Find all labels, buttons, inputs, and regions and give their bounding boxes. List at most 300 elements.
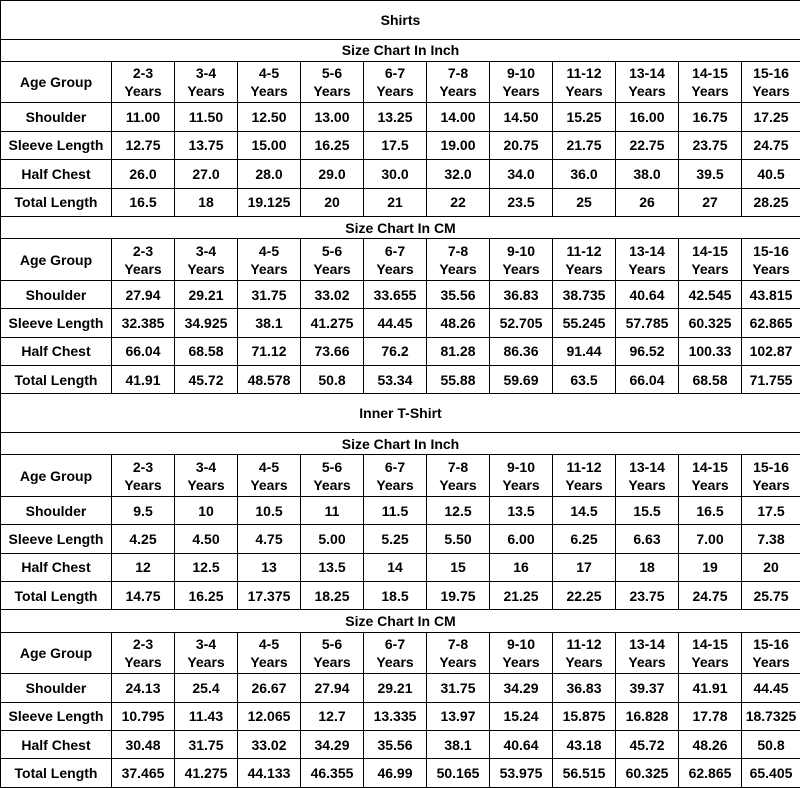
age-group-cell (616, 632, 679, 674)
age-unit: Years (313, 653, 351, 670)
measurement-value: 26 (616, 188, 679, 216)
measurement-value: 76.2 (364, 337, 427, 365)
age-group-cell (427, 239, 490, 281)
measurement-label: Sleeve Length (1, 525, 112, 553)
age-range: 9-10 (506, 65, 536, 82)
measurement-value: 48.26 (679, 731, 742, 759)
measurement-value: 15.00 (238, 131, 301, 159)
age-range: 7-8 (447, 458, 469, 475)
measurement-value: 19 (679, 553, 742, 581)
measurement-value: 73.66 (301, 337, 364, 365)
measurement-value: 45.72 (175, 366, 238, 394)
age-group-row (1, 632, 800, 674)
age-range: 13-14 (629, 65, 665, 82)
measurement-value: 11.50 (175, 103, 238, 131)
measurement-value: 12 (112, 553, 175, 581)
measurement-value: 27 (679, 188, 742, 216)
measurement-value: 7.38 (742, 525, 800, 553)
measurement-value: 5.00 (301, 525, 364, 553)
measurement-value: 55.245 (553, 309, 616, 337)
age-group-cell (490, 239, 553, 281)
age-unit: Years (691, 83, 729, 100)
age-group-cell (238, 632, 301, 674)
age-unit: Years (752, 83, 790, 100)
measurement-label: Half Chest (1, 337, 112, 365)
measurement-value: 40.5 (742, 160, 800, 188)
measurement-value: 48.26 (427, 309, 490, 337)
measurement-value: 71.12 (238, 337, 301, 365)
size-chart-body (1, 1, 800, 788)
age-group-cell (679, 632, 742, 674)
measurement-row (1, 525, 800, 553)
measurement-value: 16.5 (112, 188, 175, 216)
age-range: 9-10 (506, 458, 536, 475)
measurement-value: 46.355 (301, 759, 364, 788)
measurement-value: 39.37 (616, 674, 679, 702)
measurement-row (1, 280, 800, 308)
measurement-value: 22 (427, 188, 490, 216)
measurement-value: 14 (364, 553, 427, 581)
age-range: 5-6 (321, 458, 343, 475)
age-range: 11-12 (566, 458, 602, 475)
measurement-value: 34.0 (490, 160, 553, 188)
measurement-value: 44.45 (364, 309, 427, 337)
measurement-value: 34.29 (490, 674, 553, 702)
age-group-cell (427, 455, 490, 497)
age-group-cell (490, 455, 553, 497)
measurement-value: 15.24 (490, 702, 553, 730)
age-group-cell (490, 61, 553, 103)
measurement-row (1, 702, 800, 730)
age-unit: Years (752, 476, 790, 493)
age-unit: Years (439, 653, 477, 670)
measurement-value: 23.5 (490, 188, 553, 216)
age-range: 4-5 (258, 635, 280, 652)
age-range: 4-5 (258, 65, 280, 82)
age-group-cell (301, 61, 364, 103)
age-range: 7-8 (447, 65, 469, 82)
measurement-value: 11.5 (364, 496, 427, 524)
measurement-value: 4.50 (175, 525, 238, 553)
age-unit: Years (313, 260, 351, 277)
age-group-cell (553, 61, 616, 103)
measurement-value: 60.325 (679, 309, 742, 337)
age-unit: Years (691, 476, 729, 493)
age-unit: Years (565, 83, 603, 100)
measurement-value: 13.5 (490, 496, 553, 524)
age-group-cell (553, 455, 616, 497)
measurement-value: 13.335 (364, 702, 427, 730)
measurement-value: 19.75 (427, 581, 490, 609)
measurement-label: Shoulder (1, 496, 112, 524)
age-group-cell (616, 455, 679, 497)
age-group-cell (364, 61, 427, 103)
age-group-cell (742, 632, 800, 674)
measurement-value: 43.815 (742, 280, 800, 308)
measurement-label: Total Length (1, 581, 112, 609)
measurement-value: 66.04 (112, 337, 175, 365)
section-title-row (1, 39, 800, 61)
measurement-value: 19.125 (238, 188, 301, 216)
age-group-label: Age Group (1, 239, 112, 281)
measurement-value: 15.5 (616, 496, 679, 524)
measurement-value: 23.75 (679, 131, 742, 159)
age-unit: Years (187, 476, 225, 493)
measurement-row (1, 309, 800, 337)
measurement-label: Shoulder (1, 280, 112, 308)
measurement-label: Total Length (1, 188, 112, 216)
age-unit: Years (376, 83, 414, 100)
measurement-value: 45.72 (616, 731, 679, 759)
age-group-cell (742, 455, 800, 497)
measurement-value: 36.83 (553, 674, 616, 702)
measurement-label: Half Chest (1, 553, 112, 581)
age-range: 6-7 (384, 458, 406, 475)
measurement-label: Sleeve Length (1, 309, 112, 337)
measurement-value: 35.56 (364, 731, 427, 759)
age-group-cell (301, 632, 364, 674)
age-group-label: Age Group (1, 61, 112, 103)
age-range: 5-6 (321, 65, 343, 82)
measurement-value: 18 (175, 188, 238, 216)
age-group-row (1, 455, 800, 497)
measurement-label: Half Chest (1, 160, 112, 188)
measurement-row (1, 553, 800, 581)
age-range: 4-5 (258, 242, 280, 259)
section-title-row (1, 216, 800, 238)
measurement-value: 41.91 (112, 366, 175, 394)
age-unit: Years (752, 260, 790, 277)
age-range: 6-7 (384, 635, 406, 652)
measurement-value: 31.75 (427, 674, 490, 702)
age-unit: Years (376, 260, 414, 277)
measurement-row (1, 759, 800, 788)
measurement-value: 38.1 (238, 309, 301, 337)
age-unit: Years (628, 260, 666, 277)
age-group-cell (679, 239, 742, 281)
section-title: Size Chart In Inch (1, 432, 800, 454)
measurement-value: 53.34 (364, 366, 427, 394)
age-unit: Years (691, 260, 729, 277)
measurement-value: 102.87 (742, 337, 800, 365)
age-range: 4-5 (258, 458, 280, 475)
measurement-value: 24.13 (112, 674, 175, 702)
age-group-cell (427, 61, 490, 103)
age-unit: Years (250, 260, 288, 277)
measurement-value: 34.925 (175, 309, 238, 337)
measurement-value: 81.28 (427, 337, 490, 365)
table-title-row (1, 394, 800, 433)
age-range: 6-7 (384, 65, 406, 82)
age-group-cell (112, 632, 175, 674)
measurement-value: 6.25 (553, 525, 616, 553)
measurement-value: 100.33 (679, 337, 742, 365)
age-unit: Years (502, 653, 540, 670)
age-group-cell (238, 239, 301, 281)
measurement-value: 44.45 (742, 674, 800, 702)
age-group-cell (742, 61, 800, 103)
age-unit: Years (124, 653, 162, 670)
age-unit: Years (124, 83, 162, 100)
measurement-value: 56.515 (553, 759, 616, 788)
measurement-value: 33.02 (238, 731, 301, 759)
age-range: 13-14 (629, 458, 665, 475)
age-range: 3-4 (195, 242, 217, 259)
age-unit: Years (691, 653, 729, 670)
age-range: 2-3 (132, 242, 154, 259)
measurement-value: 25.75 (742, 581, 800, 609)
age-unit: Years (628, 476, 666, 493)
measurement-value: 33.02 (301, 280, 364, 308)
age-unit: Years (313, 476, 351, 493)
measurement-value: 55.88 (427, 366, 490, 394)
age-range: 11-12 (566, 242, 602, 259)
measurement-value: 21.25 (490, 581, 553, 609)
measurement-value: 11.43 (175, 702, 238, 730)
age-range: 3-4 (195, 458, 217, 475)
measurement-value: 15.25 (553, 103, 616, 131)
measurement-value: 36.0 (553, 160, 616, 188)
measurement-value: 62.865 (742, 309, 800, 337)
age-range: 3-4 (195, 65, 217, 82)
measurement-value: 16.00 (616, 103, 679, 131)
measurement-value: 31.75 (238, 280, 301, 308)
measurement-value: 21.75 (553, 131, 616, 159)
measurement-value: 43.18 (553, 731, 616, 759)
age-unit: Years (565, 476, 603, 493)
measurement-value: 29.21 (175, 280, 238, 308)
age-range: 14-15 (692, 242, 728, 259)
measurement-value: 34.29 (301, 731, 364, 759)
measurement-value: 16.25 (301, 131, 364, 159)
measurement-value: 41.275 (301, 309, 364, 337)
measurement-value: 29.0 (301, 160, 364, 188)
measurement-value: 29.21 (364, 674, 427, 702)
age-unit: Years (439, 476, 477, 493)
age-unit: Years (187, 83, 225, 100)
measurement-label: Total Length (1, 366, 112, 394)
measurement-value: 21 (364, 188, 427, 216)
age-unit: Years (502, 260, 540, 277)
measurement-value: 14.75 (112, 581, 175, 609)
age-unit: Years (376, 476, 414, 493)
measurement-label: Shoulder (1, 674, 112, 702)
section-title: Size Chart In CM (1, 610, 800, 632)
measurement-value: 15.875 (553, 702, 616, 730)
measurement-value: 13.25 (364, 103, 427, 131)
age-range: 9-10 (506, 242, 536, 259)
measurement-value: 28.0 (238, 160, 301, 188)
measurement-value: 26.0 (112, 160, 175, 188)
measurement-value: 16.5 (679, 496, 742, 524)
measurement-row (1, 496, 800, 524)
age-group-cell (175, 61, 238, 103)
measurement-value: 32.0 (427, 160, 490, 188)
measurement-value: 24.75 (742, 131, 800, 159)
age-group-cell (175, 632, 238, 674)
measurement-value: 6.00 (490, 525, 553, 553)
age-group-cell (112, 455, 175, 497)
measurement-value: 26.67 (238, 674, 301, 702)
measurement-value: 48.578 (238, 366, 301, 394)
measurement-value: 18.7325 (742, 702, 800, 730)
measurement-row (1, 674, 800, 702)
age-range: 15-16 (753, 458, 789, 475)
age-unit: Years (752, 653, 790, 670)
measurement-value: 16 (490, 553, 553, 581)
measurement-value: 53.975 (490, 759, 553, 788)
age-range: 7-8 (447, 635, 469, 652)
age-group-cell (742, 239, 800, 281)
age-range: 14-15 (692, 635, 728, 652)
measurement-value: 91.44 (553, 337, 616, 365)
age-group-cell (175, 239, 238, 281)
age-group-cell (490, 632, 553, 674)
measurement-value: 18 (616, 553, 679, 581)
measurement-value: 96.52 (616, 337, 679, 365)
measurement-value: 30.0 (364, 160, 427, 188)
table-title: Shirts (1, 1, 800, 40)
measurement-value: 12.50 (238, 103, 301, 131)
measurement-value: 4.25 (112, 525, 175, 553)
measurement-value: 50.165 (427, 759, 490, 788)
age-range: 9-10 (506, 635, 536, 652)
measurement-row (1, 188, 800, 216)
measurement-value: 10 (175, 496, 238, 524)
measurement-value: 71.755 (742, 366, 800, 394)
table-title-row (1, 1, 800, 40)
measurement-value: 11.00 (112, 103, 175, 131)
age-range: 6-7 (384, 242, 406, 259)
measurement-value: 12.7 (301, 702, 364, 730)
measurement-value: 41.275 (175, 759, 238, 788)
measurement-label: Sleeve Length (1, 702, 112, 730)
age-range: 11-12 (566, 635, 602, 652)
measurement-value: 17.25 (742, 103, 800, 131)
measurement-value: 7.00 (679, 525, 742, 553)
table-title: Inner T-Shirt (1, 394, 800, 433)
age-group-row (1, 239, 800, 281)
measurement-value: 17.5 (742, 496, 800, 524)
age-group-cell (112, 61, 175, 103)
age-group-row (1, 61, 800, 103)
measurement-value: 86.36 (490, 337, 553, 365)
age-unit: Years (250, 83, 288, 100)
age-group-cell (679, 61, 742, 103)
measurement-value: 37.465 (112, 759, 175, 788)
measurement-value: 12.065 (238, 702, 301, 730)
measurement-value: 19.00 (427, 131, 490, 159)
age-unit: Years (313, 83, 351, 100)
age-unit: Years (187, 260, 225, 277)
age-unit: Years (250, 476, 288, 493)
age-range: 15-16 (753, 242, 789, 259)
measurement-value: 63.5 (553, 366, 616, 394)
measurement-value: 14.5 (553, 496, 616, 524)
measurement-value: 31.75 (175, 731, 238, 759)
measurement-value: 17.5 (364, 131, 427, 159)
measurement-value: 10.5 (238, 496, 301, 524)
measurement-value: 50.8 (742, 731, 800, 759)
measurement-value: 59.69 (490, 366, 553, 394)
measurement-value: 39.5 (679, 160, 742, 188)
measurement-value: 12.5 (427, 496, 490, 524)
measurement-value: 20 (301, 188, 364, 216)
age-range: 13-14 (629, 242, 665, 259)
measurement-label: Total Length (1, 759, 112, 788)
age-range: 14-15 (692, 458, 728, 475)
age-group-label: Age Group (1, 632, 112, 674)
age-range: 5-6 (321, 635, 343, 652)
measurement-row (1, 131, 800, 159)
measurement-value: 13 (238, 553, 301, 581)
age-group-cell (364, 455, 427, 497)
measurement-row (1, 366, 800, 394)
measurement-value: 22.75 (616, 131, 679, 159)
measurement-value: 13.5 (301, 553, 364, 581)
measurement-value: 40.64 (616, 280, 679, 308)
measurement-value: 24.75 (679, 581, 742, 609)
measurement-value: 42.545 (679, 280, 742, 308)
age-range: 2-3 (132, 458, 154, 475)
age-range: 3-4 (195, 635, 217, 652)
age-range: 7-8 (447, 242, 469, 259)
age-group-cell (553, 239, 616, 281)
age-range: 11-12 (566, 65, 602, 82)
measurement-value: 18.5 (364, 581, 427, 609)
measurement-label: Shoulder (1, 103, 112, 131)
measurement-value: 68.58 (679, 366, 742, 394)
measurement-value: 16.25 (175, 581, 238, 609)
age-group-cell (427, 632, 490, 674)
measurement-value: 5.25 (364, 525, 427, 553)
measurement-value: 16.75 (679, 103, 742, 131)
age-group-cell (616, 239, 679, 281)
measurement-value: 17.78 (679, 702, 742, 730)
measurement-value: 46.99 (364, 759, 427, 788)
measurement-value: 38.735 (553, 280, 616, 308)
age-range: 14-15 (692, 65, 728, 82)
age-group-label: Age Group (1, 455, 112, 497)
measurement-value: 13.75 (175, 131, 238, 159)
measurement-value: 32.385 (112, 309, 175, 337)
age-unit: Years (628, 653, 666, 670)
section-title-row (1, 432, 800, 454)
age-range: 15-16 (753, 65, 789, 82)
measurement-value: 14.00 (427, 103, 490, 131)
measurement-value: 20.75 (490, 131, 553, 159)
age-group-cell (301, 239, 364, 281)
measurement-value: 14.50 (490, 103, 553, 131)
measurement-value: 22.25 (553, 581, 616, 609)
age-unit: Years (502, 83, 540, 100)
measurement-value: 50.8 (301, 366, 364, 394)
section-title: Size Chart In Inch (1, 39, 800, 61)
measurement-value: 66.04 (616, 366, 679, 394)
measurement-value: 65.405 (742, 759, 800, 788)
age-range: 5-6 (321, 242, 343, 259)
age-unit: Years (439, 260, 477, 277)
measurement-value: 57.785 (616, 309, 679, 337)
age-unit: Years (439, 83, 477, 100)
measurement-value: 23.75 (616, 581, 679, 609)
measurement-value: 44.133 (238, 759, 301, 788)
age-unit: Years (124, 260, 162, 277)
age-group-cell (616, 61, 679, 103)
age-range: 2-3 (132, 65, 154, 82)
measurement-value: 33.655 (364, 280, 427, 308)
measurement-value: 17 (553, 553, 616, 581)
